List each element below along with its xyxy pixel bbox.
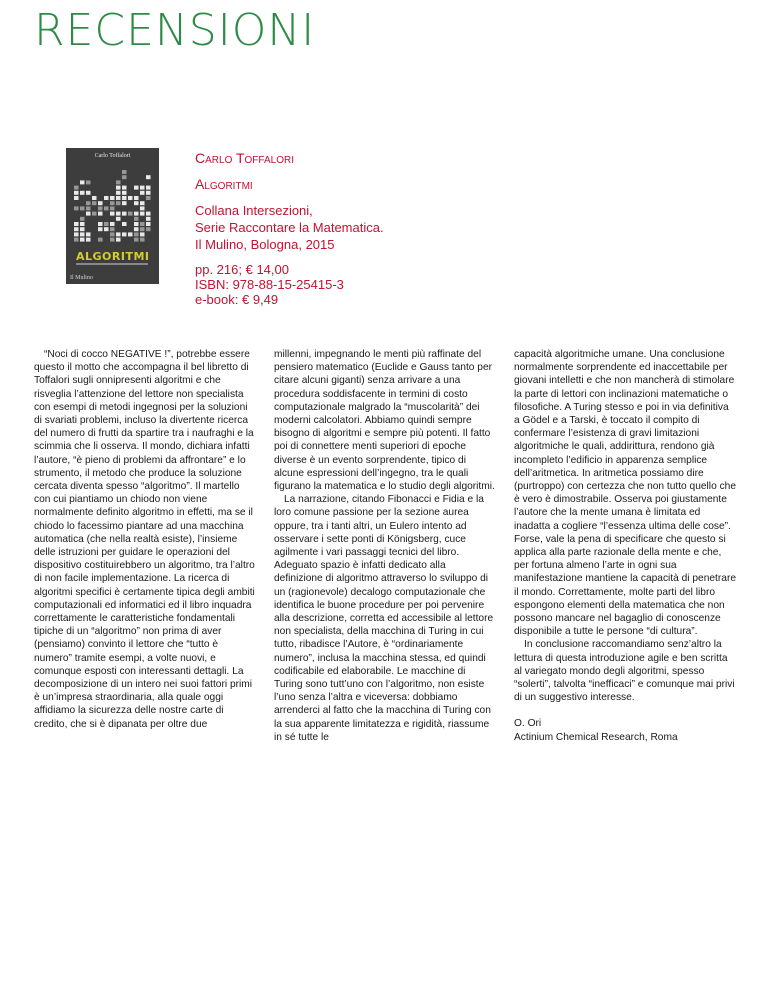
- book-info: [195, 150, 384, 307]
- detail-isbn: ISBN: 978-88-15-25415-3: [195, 277, 344, 292]
- cover-publisher: Il Mulino: [70, 275, 93, 281]
- detail-pages-price: pp. 216; € 14,00: [195, 262, 289, 277]
- review-paragraph: “Noci di cocco NEGATIVE !”, potrebbe essere questo il motto che accompagna il bel libretto di Toffalori sugli onnipresenti algoritmi e che risveglia l’attenzione del lettore non specialista con esempi di metodi ingegnosi per la soluzioni di svariati problemi, incluso la divertente ricerca del numero di frutti da spartire tra i naufraghi e la scimmia che li osserva. Il mondo, dichiara infatti l’autore, “è pieno di problemi da affrontare” e lo strumento, il metodo che produce la soluzione cercata diventa spesso “algoritmo”. Il martello con cui piantiamo un chiodo non viene normalmente definito algoritmo in effetti, ma se il chiodo lo facessimo piantare ad una macchina automatica (che nella realtà esiste), l’insieme delle istruzioni per guidare le operazioni del dispositivo costituirebbero un algoritmo, tra l’altro di non facile implementazione. La ricerca di algoritmi specifici è certamente tipica degli ambiti computazionali ed informatici ed il libro inquadra correttamente le caratteristiche fondamentali tipiche di un “algoritmo” non prima di aver (pensiamo) convinto il lettore che “tutto è numero” tramite esempi, a volte nuovi, e comunque esposti con interessanti dettagli. La decomposizione di un intero nei suoi fattori primi è un’impresa straordinaria, alla quale oggi affidiamo la sicurezza delle nostre carte di credito, che si è dipanata per oltre due: [34, 349, 255, 730]
- cover-title: ALGORITMI: [76, 250, 150, 263]
- book-series: [195, 202, 384, 253]
- review-column-2: [274, 348, 496, 744]
- book-author: Carlo Toffalori: [195, 150, 294, 166]
- review-paragraph: millenni, impegnando le menti più raffinate del pensiero matematico (Euclide e Gauss tanto per citare alcuni giganti) senza arrivare a una procedura soddisfacente in termini di costo computazionale malgrado la “muscolarità” dei moderni calcolatori. Abbiamo quindi sempre bisogno di algoritmi e sempre più potenti. Il fatto poi di connettere menti superiori di epoche diverse è un evento sorprendente, tipico di alcune espressioni dell’ingegno, tra le quali figurano la matematica e lo studio degli algoritmi.: [274, 349, 495, 493]
- signature-name: O. Ori: [514, 718, 542, 730]
- review-body: [34, 348, 752, 744]
- cover-author: Carlo Toffalori: [94, 153, 131, 159]
- review-column-3: [514, 348, 736, 744]
- series-line: Il Mulino, Bologna, 2015: [195, 237, 335, 252]
- series-line: Serie Raccontare la Matematica.: [195, 220, 384, 235]
- detail-ebook: e-book: € 9,49: [195, 292, 279, 307]
- review-paragraph: In conclusione raccomandiamo senz’altro la lettura di questa introduzione agile e ben scritta al variegato mondo degli algoritmi, spesso “solerti”, talvolta “inefficaci” e comunque mai privi di un suggestivo interesse.: [514, 639, 735, 704]
- review-column-1: [34, 348, 256, 744]
- book-title: Algoritmi: [195, 176, 253, 192]
- signature-affiliation: Actinium Chemical Research, Roma: [514, 731, 678, 743]
- book-cover-image: [66, 148, 159, 284]
- review-paragraph: capacità algoritmiche umane. Una conclusione normalmente sorprendente ed inaccettabile per giovani intelletti e che non mancherà di stimolare la parte di lettori con inclinazioni matematiche o filosofiche. A Turing stesso e poi in via definitiva a Gödel e a Tarski, è toccato il compito di confermare l’esistenza di gravi limitazioni algoritmiche le quali, addirittura, rendono già incompleto l’edificio in apparenza semplice dell’aritmetica. In aritmetica possiamo dire (purtroppo) con certezza che non tutto quello che è vero è dimostrabile. Osserva poi giustamente l’autore che la mente umana è limitata ed inadatta a cogliere “l’essenza ultima delle cose”. Forse, vale la pena di specificare che questo si applica alla parte razionale della mente e che, per fortuna almeno l’arte in ogni sua manifestazione mantiene la capacità di penetrare il mondo. Correttamente, molte parti del libro espongono elementi della matematica che non possono mancare nel bagaglio di conoscenze disponibile a tutte le persone “di cultura”.: [514, 349, 736, 638]
- cover-subtitle-bar: [76, 263, 148, 265]
- review-signature: [514, 717, 736, 743]
- book-details: [195, 262, 384, 307]
- series-line: Collana Intersezioni,: [195, 203, 313, 218]
- section-title: RECENSIONI: [34, 5, 316, 56]
- review-paragraph: La narrazione, citando Fibonacci e Fidia e la loro comune passione per la sezione aurea oppure, tra i tanti altri, un Eulero intento ad osservare i sette ponti di Königsberg, cuce agilmente i vari passaggi tecnici del libro. Adeguato spazio è infatti dedicato alla definizione di algoritmo attraverso lo sviluppo di un (ragionevole) decalogo computazionale che identifica le buone procedure per poi pervenire alla descrizione, corretta ed accessibile al lettore non specialista, della macchina di Turing in cui tutto, ribadisce l’Autore, è “ordinariamente numero”, inclusa la macchina stessa, ed quindi codificabile ed elaborabile. Le macchine di Turing sono tutt’uno con l’algoritmo, non esiste l’uno senza l’altra e viceversa: dobbiamo arrenderci al fatto che la macchina di Turing con la sua apparente limitatezza e rigidità, riassume in sé tutte le: [274, 494, 494, 743]
- cover-pattern: [74, 170, 152, 246]
